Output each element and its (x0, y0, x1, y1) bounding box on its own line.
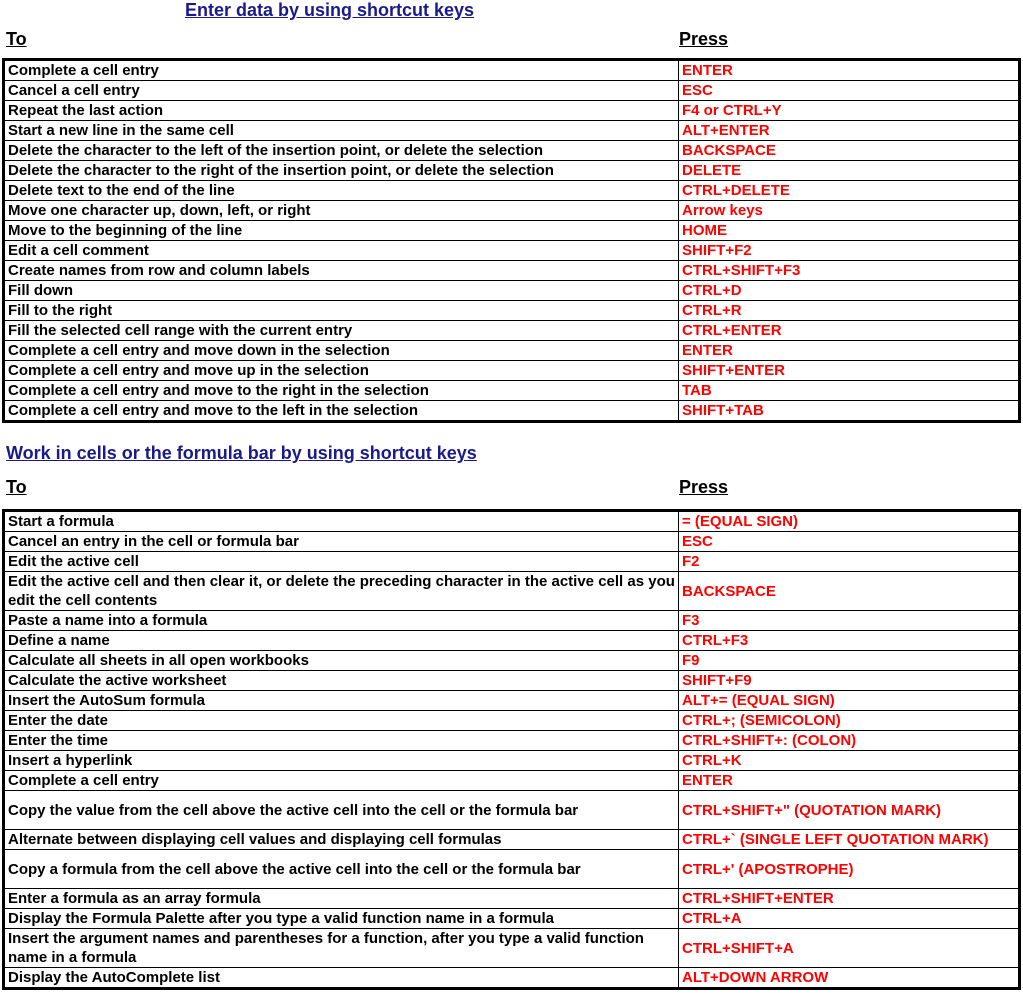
action-cell: Display the AutoComplete list (4, 968, 679, 989)
table-row (4, 341, 1020, 361)
action-cell: Calculate all sheets in all open workbooks (4, 651, 679, 671)
table-row (4, 731, 1020, 751)
action-cell: Move to the beginning of the line (4, 221, 679, 241)
action-cell: Delete the character to the left of the insertion point, or delete the selection (4, 141, 679, 161)
action-cell: Edit the active cell (4, 552, 679, 572)
action-cell: Alternate between displaying cell values and displaying cell formulas (4, 830, 679, 850)
shortcut-cell: ENTER (679, 341, 1020, 361)
action-cell: Complete a cell entry and move down in the selection (4, 341, 679, 361)
table-row (4, 101, 1020, 121)
shortcut-cell: CTRL+D (679, 281, 1020, 301)
table-row (4, 909, 1020, 929)
action-cell: Complete a cell entry and move to the right in the selection (4, 381, 679, 401)
action-cell: Fill the selected cell range with the current entry (4, 321, 679, 341)
shortcut-cell: CTRL+F3 (679, 631, 1020, 651)
shortcut-cell: ENTER (679, 771, 1020, 791)
action-cell: Fill to the right (4, 301, 679, 321)
section1-header-press: Press (679, 29, 729, 49)
action-cell: Complete a cell entry and move up in the selection (4, 361, 679, 381)
action-cell: Paste a name into a formula (4, 611, 679, 631)
shortcut-cell: F2 (679, 552, 1020, 572)
table-row (4, 381, 1020, 401)
shortcut-cell: CTRL+' (APOSTROPHE) (679, 850, 1020, 889)
action-cell: Define a name (4, 631, 679, 651)
table-row (4, 361, 1020, 381)
shortcut-cell: Arrow keys (679, 201, 1020, 221)
table-row (4, 850, 1020, 889)
action-cell: Display the Formula Palette after you type a valid function name in a formula (4, 909, 679, 929)
table-row (4, 81, 1020, 101)
action-cell: Enter the time (4, 731, 679, 751)
shortcut-cell: F9 (679, 651, 1020, 671)
shortcut-cell: SHIFT+ENTER (679, 361, 1020, 381)
table-row (4, 552, 1020, 572)
shortcut-cell: CTRL+SHIFT+ENTER (679, 889, 1020, 909)
shortcut-cell: CTRL+SHIFT+: (COLON) (679, 731, 1020, 751)
table-row (4, 121, 1020, 141)
shortcut-cell: TAB (679, 381, 1020, 401)
shortcut-cell: SHIFT+TAB (679, 401, 1020, 422)
table-row (4, 711, 1020, 731)
action-cell: Calculate the active worksheet (4, 671, 679, 691)
action-cell: Delete text to the end of the line (4, 181, 679, 201)
table-row (4, 60, 1020, 81)
action-cell: Insert the AutoSum formula (4, 691, 679, 711)
shortcut-cell: ESC (679, 81, 1020, 101)
table-row (4, 301, 1020, 321)
table-row (4, 968, 1020, 989)
table-row (4, 281, 1020, 301)
section2-title: Work in cells or the formula bar by using shortcut keys (6, 443, 477, 463)
shortcut-cell: CTRL+R (679, 301, 1020, 321)
action-cell: Complete a cell entry and move to the left in the selection (4, 401, 679, 422)
action-cell: Edit a cell comment (4, 241, 679, 261)
section1-table (2, 58, 1021, 423)
action-cell: Copy a formula from the cell above the active cell into the cell or the formula bar (4, 850, 679, 889)
table-row (4, 401, 1020, 422)
table-row (4, 791, 1020, 830)
table-row (4, 181, 1020, 201)
shortcut-cell: F3 (679, 611, 1020, 631)
action-cell: Complete a cell entry (4, 60, 679, 81)
table-row (4, 221, 1020, 241)
shortcut-cell: DELETE (679, 161, 1020, 181)
action-cell: Copy the value from the cell above the active cell into the cell or the formula bar (4, 791, 679, 830)
shortcut-cell: SHIFT+F9 (679, 671, 1020, 691)
table-row (4, 611, 1020, 631)
table-row (4, 671, 1020, 691)
shortcut-cell: CTRL+K (679, 751, 1020, 771)
table-row (4, 691, 1020, 711)
shortcut-cell: CTRL+SHIFT+F3 (679, 261, 1020, 281)
table-row (4, 141, 1020, 161)
shortcut-cell: CTRL+SHIFT+A (679, 929, 1020, 968)
shortcut-cell: BACKSPACE (679, 572, 1020, 611)
shortcut-cell: CTRL+ENTER (679, 321, 1020, 341)
action-cell: Cancel an entry in the cell or formula bar (4, 532, 679, 552)
shortcut-cell: CTRL+DELETE (679, 181, 1020, 201)
action-cell: Fill down (4, 281, 679, 301)
action-cell: Start a formula (4, 511, 679, 532)
shortcut-cell: = (EQUAL SIGN) (679, 511, 1020, 532)
shortcut-cell: ENTER (679, 60, 1020, 81)
section2-table (2, 509, 1021, 990)
shortcut-cell: ESC (679, 532, 1020, 552)
table-row (4, 532, 1020, 552)
section1-title: Enter data by using shortcut keys (185, 0, 475, 20)
action-cell: Cancel a cell entry (4, 81, 679, 101)
table-row (4, 321, 1020, 341)
action-cell: Start a new line in the same cell (4, 121, 679, 141)
table-row (4, 511, 1020, 532)
table-row (4, 929, 1020, 968)
table-row (4, 201, 1020, 221)
action-cell: Edit the active cell and then clear it, or delete the preceding character in the active cell as you edit the cell contents (4, 572, 679, 611)
shortcut-cell: ALT+DOWN ARROW (679, 968, 1020, 989)
action-cell: Complete a cell entry (4, 771, 679, 791)
action-cell: Insert the argument names and parentheses for a function, after you type a valid function name in a formula (4, 929, 679, 968)
table-row (4, 651, 1020, 671)
shortcut-cell: ALT+ENTER (679, 121, 1020, 141)
shortcut-cell: CTRL+A (679, 909, 1020, 929)
shortcut-cell: CTRL+SHIFT+" (QUOTATION MARK) (679, 791, 1020, 830)
shortcut-cell: SHIFT+F2 (679, 241, 1020, 261)
shortcut-cell: CTRL+; (SEMICOLON) (679, 711, 1020, 731)
action-cell: Enter a formula as an array formula (4, 889, 679, 909)
action-cell: Delete the character to the right of the insertion point, or delete the selection (4, 161, 679, 181)
table-row (4, 161, 1020, 181)
shortcut-cell: BACKSPACE (679, 141, 1020, 161)
shortcut-cell: ALT+= (EQUAL SIGN) (679, 691, 1020, 711)
section2-header-press: Press (679, 477, 729, 497)
action-cell: Create names from row and column labels (4, 261, 679, 281)
table-row (4, 889, 1020, 909)
table-row (4, 261, 1020, 281)
table-row (4, 241, 1020, 261)
table-row (4, 830, 1020, 850)
action-cell: Move one character up, down, left, or right (4, 201, 679, 221)
action-cell: Enter the date (4, 711, 679, 731)
table-row (4, 771, 1020, 791)
section1-header-to: To (6, 29, 27, 49)
table-row (4, 572, 1020, 611)
shortcut-cell: HOME (679, 221, 1020, 241)
shortcut-cell: CTRL+` (SINGLE LEFT QUOTATION MARK) (679, 830, 1020, 850)
table-row (4, 631, 1020, 651)
shortcut-cell: F4 or CTRL+Y (679, 101, 1020, 121)
table-row (4, 751, 1020, 771)
action-cell: Repeat the last action (4, 101, 679, 121)
section2-header-to: To (6, 477, 27, 497)
action-cell: Insert a hyperlink (4, 751, 679, 771)
